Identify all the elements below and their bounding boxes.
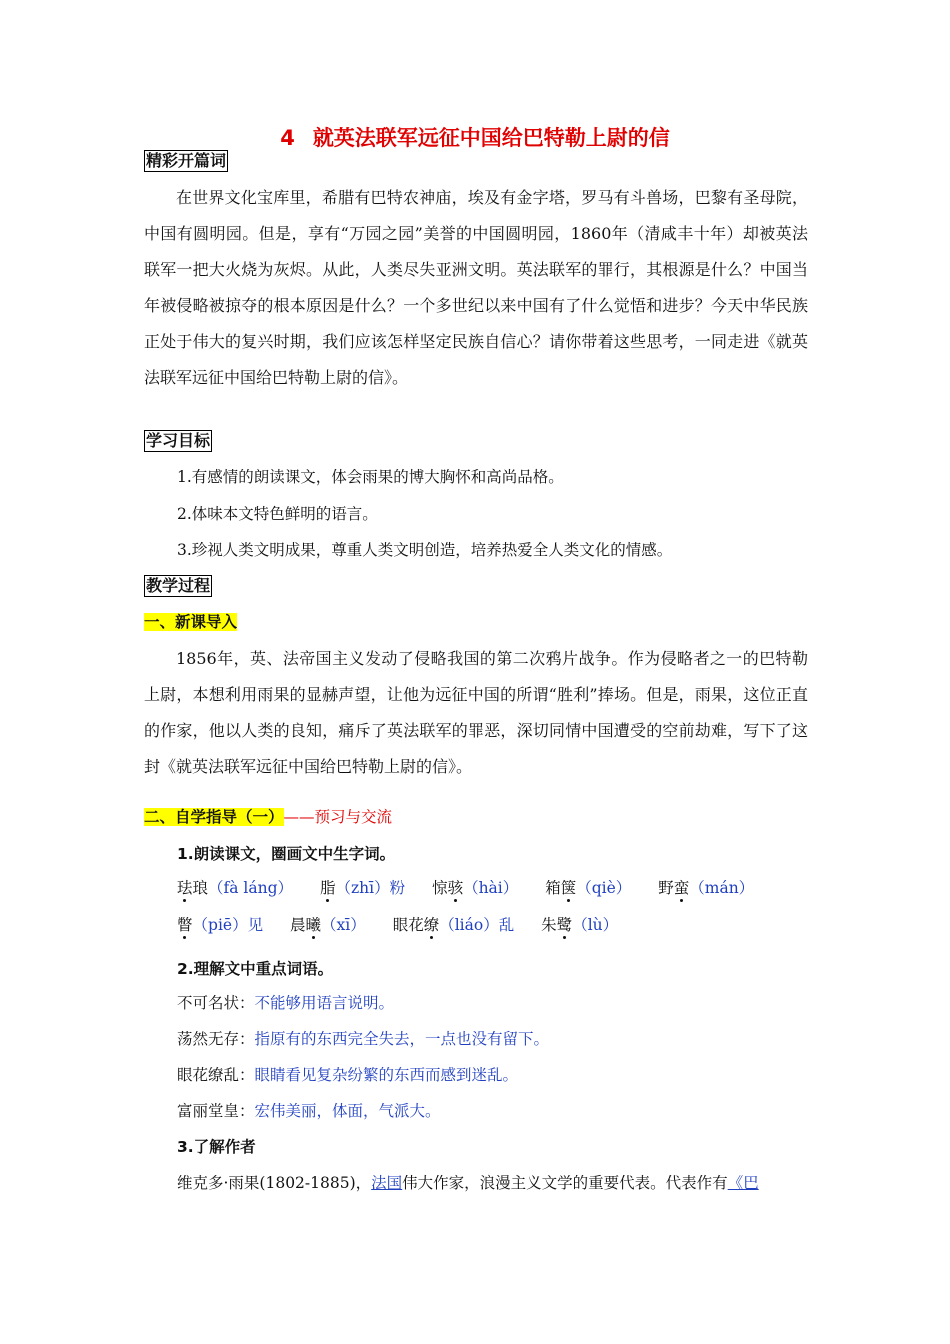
part1-heading-text: 一、新课导入 <box>144 613 238 631</box>
part2-heading-suffix: ——预习与交流 <box>283 808 393 826</box>
term-row: 富丽堂皇：宏伟美丽，体面，气派大。 <box>177 1102 441 1120</box>
vocab-item: 珐琅（fà láng） <box>177 879 294 897</box>
vocab-item: 脂（zhī）粉 <box>319 879 406 897</box>
france-link[interactable]: 法国 <box>371 1174 403 1192</box>
vocab-item: 惊骇（hài） <box>432 879 519 897</box>
goal-item-3: 3.珍视人类文明成果，尊重人类文明创造，培养热爱全人类文化的情感。 <box>177 541 673 559</box>
part1-heading <box>144 611 237 633</box>
term-row: 荡然无存：指原有的东西完全失去，一点也没有留下。 <box>177 1030 550 1048</box>
vocab-item: 箱箧（qiè） <box>545 879 632 897</box>
intro-paragraph: 在世界文化宝库里，希腊有巴特农神庙，埃及有金字塔，罗马有斗兽场，巴黎有圣母院，中国有圆明园。但是，享有“万园之园”美誉的中国圆明园，1860年（清咸丰十年）却被英法联军一把大火烧为灰烬。从此，人类尽失亚洲文明。英法联军的罪行，其根源是什么？中国当年被侵略被掠夺的根本原因是什么？一个多世纪以来中国有了什么觉悟和进步？今天中华民族正处于伟大的复兴时期，我们应该怎样坚定民族自信心？请你带着这些思考，一同走进《就英法联军远征中国给巴特勒上尉的信》。 <box>144 188 808 387</box>
step2-heading: 2.理解文中重点词语。 <box>177 960 334 978</box>
lesson-title-text: 就英法联军远征中国给巴特勒上尉的信 <box>312 126 670 150</box>
vocab-item: 晨曦（xī） <box>290 916 366 934</box>
part1-paragraph: 1856年，英、法帝国主义发动了侵略我国的第二次鸦片战争。作为侵略者之一的巴特勒上尉，本想利用雨果的显赫声望，让他为远征中国的所谓“胜利”捧场。但是，雨果，这位正直的作家，他以人类的良知，痛斥了英法联军的罪恶，深切同情中国遭受的空前劫难，写下了这封《就英法联军远征中国给巴特勒上尉的信》。 <box>144 649 808 776</box>
part2-heading <box>144 806 392 828</box>
term-row: 不可名状：不能够用语言说明。 <box>177 994 395 1012</box>
intro-heading: 精彩开篇词 <box>146 151 227 170</box>
goal-item-2: 2.体味本文特色鲜明的语言。 <box>177 505 378 523</box>
lesson-title <box>0 122 950 152</box>
step1-heading: 1.朗读课文，圈画文中生字词。 <box>177 845 396 863</box>
step3-heading: 3.了解作者 <box>177 1138 256 1156</box>
vocab-item: 瞥（piē）见 <box>177 916 264 934</box>
author-text-mid: 伟大作家，浪漫主义文学的重要代表。代表作有 <box>402 1174 728 1192</box>
vocab-row-1 <box>177 877 776 899</box>
vocab-item: 眼花缭（liáo）乱 <box>392 916 515 934</box>
author-line <box>177 1172 759 1194</box>
part2-heading-text: 二、自学指导（一） <box>144 808 284 826</box>
goal-item-1: 1.有感情的朗读课文，体会雨果的博大胸怀和高尚品格。 <box>177 468 564 486</box>
works-link[interactable]: 《巴 <box>727 1174 759 1192</box>
vocab-item: 朱鹭（lù） <box>541 916 619 934</box>
vocab-row-2 <box>177 914 640 936</box>
lesson-number: 4 <box>280 126 295 150</box>
vocab-item: 野蛮（mán） <box>658 879 755 897</box>
term-row: 眼花缭乱：眼睛看见复杂纷繁的东西而感到迷乱。 <box>177 1066 519 1084</box>
goals-heading: 学习目标 <box>146 431 211 450</box>
process-heading: 教学过程 <box>146 576 211 595</box>
author-text-pre: 维克多·雨果(1802-1885)， <box>177 1174 372 1192</box>
